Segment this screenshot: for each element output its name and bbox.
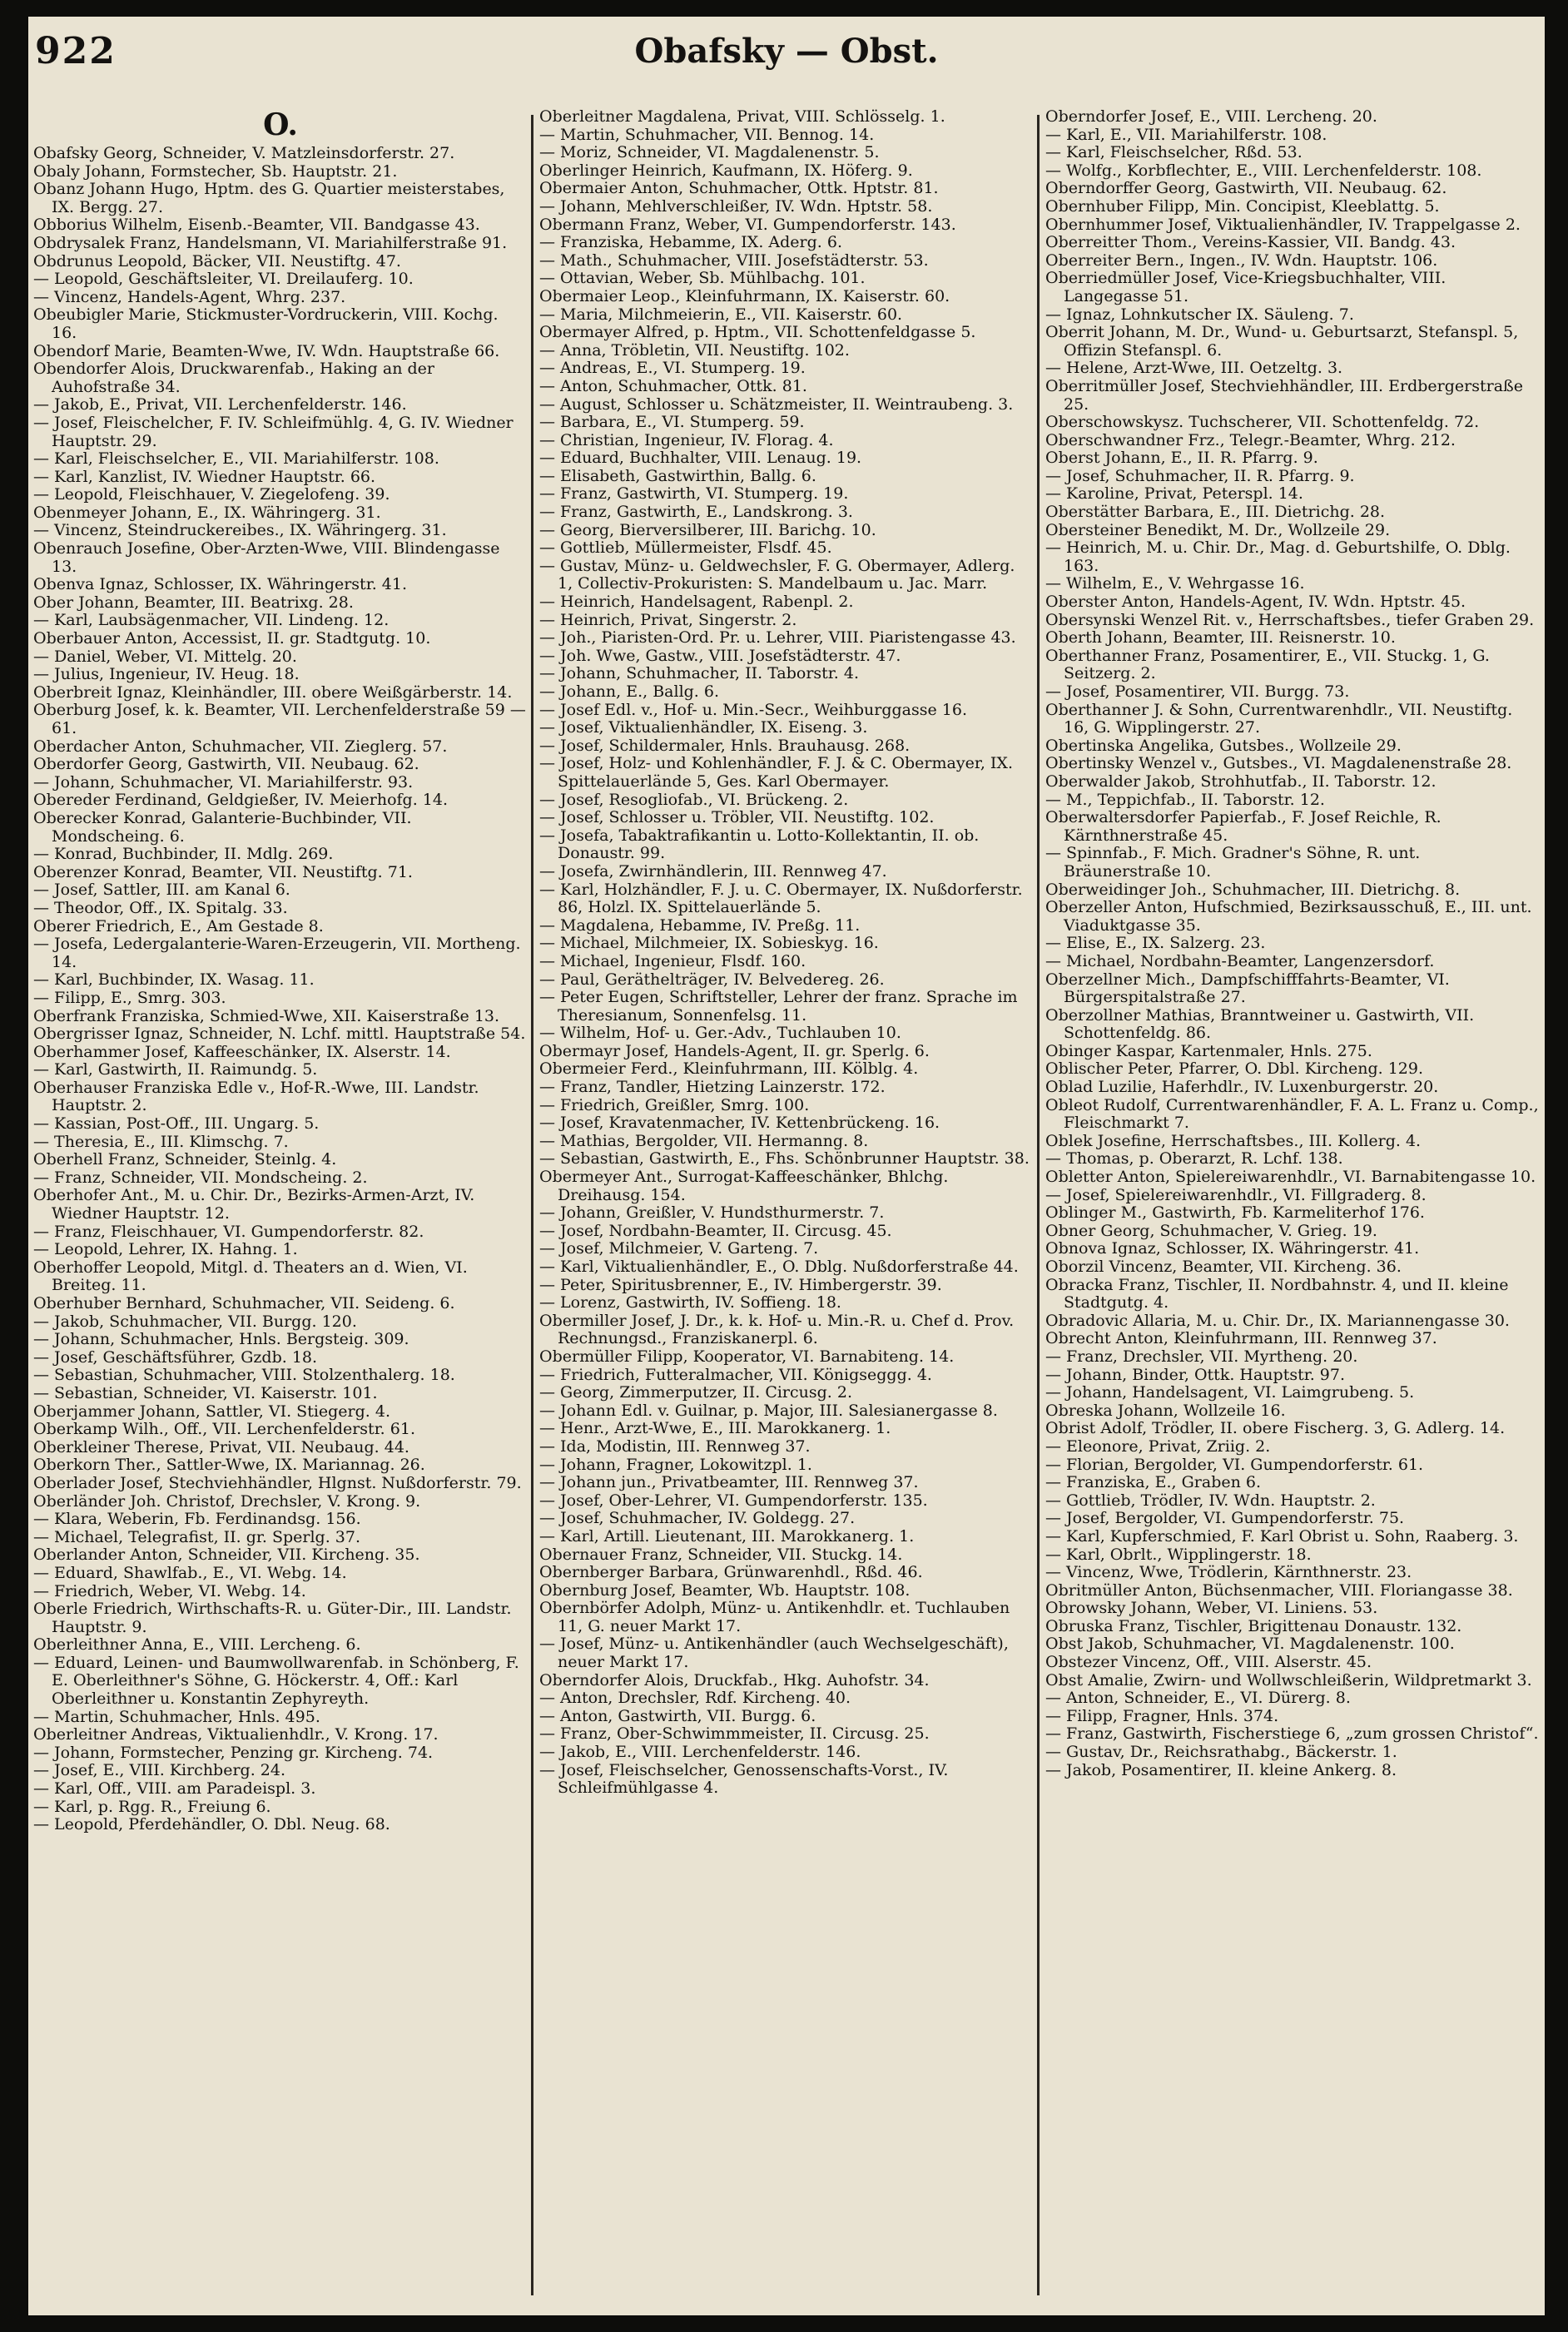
directory-entry: — Josef, Spielereiwarenhdlr., VI. Fillgraderg. 8. — [1045, 1185, 1427, 1204]
directory-entry: — Josef, E., VIII. Kirchberg. 24. — [33, 1761, 286, 1780]
directory-entry: — Daniel, Weber, VI. Mittelg. 20. — [33, 647, 297, 666]
directory-entry: — Josef, Schuhmacher, II. R. Pfarrg. 9. — [1045, 466, 1355, 485]
directory-entry: — M., Teppichfab., II. Taborstr. 12. — [1045, 790, 1325, 809]
directory-entry: Obrowsky Johann, Weber, VI. Liniens. 53. — [1045, 1599, 1378, 1618]
directory-entry: — Helene, Arzt-Wwe, III. Oetzeltg. 3. — [1045, 359, 1343, 378]
directory-entry: — Josef, Ober-Lehrer, VI. Gumpendorferstr. 135. — [539, 1491, 928, 1510]
directory-entry: Oberritmüller Josef, Stechviehhändler, III. Erdbergerstraße 25. — [1045, 376, 1523, 414]
directory-entry: Obafsky Georg, Schneider, V. Matzleinsdorferstr. 27. — [33, 144, 455, 162]
directory-entry: — Christian, Ingenieur, IV. Florag. 4. — [539, 430, 834, 449]
directory-entry: — Josef, Milchmeier, V. Garteng. 7. — [539, 1239, 819, 1258]
directory-entry: — Josef, Schlosser u. Tröbler, VII. Neustiftg. 102. — [539, 808, 935, 827]
directory-entry: — Vincenz, Wwe, Trödlerin, Kärnthnerstr. 23. — [1045, 1563, 1412, 1582]
directory-entry: — Franz, Gastwirth, E., Landskrong. 3. — [539, 503, 853, 522]
directory-entry: — Gottlieb, Trödler, IV. Wdn. Hauptstr. 2. — [1045, 1491, 1376, 1510]
directory-entry: — Franz, Drechsler, VII. Myrtheng. 20. — [1045, 1347, 1358, 1366]
directory-entry: — Josef, Resogliofab., VI. Brückeng. 2. — [539, 790, 849, 809]
directory-entry: — Thomas, p. Oberarzt, R. Lchf. 138. — [1045, 1149, 1343, 1168]
directory-entry: Oberrit Johann, M. Dr., Wund- u. Geburtsarzt, Stefanspl. 5, Offizin Stefanspl. 6. — [1045, 323, 1519, 360]
directory-entry: Oberriedmüller Josef, Vice-Kriegsbuchhalter, VIII. Langegasse 51. — [1045, 269, 1446, 305]
directory-entry: — Josef, Kravatenmacher, IV. Kettenbrückeng. 16. — [539, 1114, 940, 1133]
directory-entry: — Math., Schuhmacher, VIII. Josefstädterstr. 53. — [539, 251, 929, 270]
directory-entry: — Heinrich, Privat, Singerstr. 2. — [539, 610, 797, 629]
directory-entry: — Franz, Fleischhauer, VI. Gumpendorferstr. 82. — [33, 1222, 424, 1241]
directory-entry: — Karl, E., VII. Mariahilferstr. 108. — [1045, 125, 1327, 144]
directory-entry: Obenmeyer Johann, E., IX. Währingerg. 31. — [33, 503, 381, 522]
directory-entry: — Heinrich, Handelsagent, Rabenpl. 2. — [539, 593, 854, 612]
directory-entry: — Karl, Off., VIII. am Paradeispl. 3. — [33, 1779, 316, 1799]
directory-entry: — Klara, Weberin, Fb. Ferdinandsg. 156. — [33, 1510, 361, 1529]
directory-entry: — Friedrich, Greißler, Smrg. 100. — [539, 1095, 810, 1114]
directory-entry: Oberhammer Josef, Kaffeeschänker, IX. Alserstr. 14. — [33, 1042, 451, 1061]
directory-entry: Obersteiner Benedikt, M. Dr., Wollzeile 29. — [1045, 520, 1391, 539]
directory-entry: Oberlander Anton, Schneider, VII. Kircheng. 35. — [33, 1546, 420, 1565]
directory-entry: — Elisabeth, Gastwirthin, Ballg. 6. — [539, 466, 816, 485]
directory-entry: Obanz Johann Hugo, Hptm. des G. Quartier meisterstabes, IX. Bergg. 27. — [33, 180, 505, 216]
directory-entry: — Elise, E., IX. Salzerg. 23. — [1045, 934, 1266, 953]
directory-entry: — Josef, Schildermaler, Hnls. Brauhausg. 268. — [539, 736, 911, 755]
directory-entry: — Filipp, E., Smrg. 303. — [33, 988, 226, 1007]
directory-entry: — Josef, Bergolder, VI. Gumpendorferstr. 75. — [1045, 1509, 1405, 1528]
directory-entry: — Josef, Geschäftsführer, Gzdb. 18. — [33, 1347, 318, 1367]
directory-entry: Oberburg Josef, k. k. Beamter, VII. Lerchenfelderstraße 59 — 61. — [33, 701, 526, 737]
directory-entry: Obeubigler Marie, Stickmuster-Vordruckerin, VIII. Kochg. 16. — [33, 305, 499, 342]
directory-entry: — Josef, Münz- u. Antikenhändler (auch Wechselgeschäft), neuer Markt 17. — [539, 1635, 1009, 1672]
directory-entry: Obergrisser Ignaz, Schneider, N. Lchf. mittl. Hauptstraße 54. — [33, 1025, 526, 1044]
directory-entry: — Josef, Posamentirer, VII. Burgg. 73. — [1045, 682, 1350, 701]
directory-entry: — Josef, Schuhmacher, IV. Goldegg. 27. — [539, 1509, 856, 1528]
directory-entry: Oberleithner Anna, E., VIII. Lercheng. 6. — [33, 1635, 361, 1655]
directory-entry: Oberst Johann, E., II. R. Pfarrg. 9. — [1045, 449, 1318, 468]
directory-entry: — Jakob, E., Privat, VII. Lerchenfelderstr. 146. — [33, 395, 407, 414]
directory-entry: Obendorf Marie, Beamten-Wwe, IV. Wdn. Hauptstraße 66. — [33, 341, 500, 360]
directory-entry: — Jakob, Schuhmacher, VII. Burgg. 120. — [33, 1312, 357, 1331]
directory-entry: Oberster Anton, Handels-Agent, IV. Wdn. Hptstr. 45. — [1045, 593, 1466, 612]
directory-entry: — Eduard, Leinen- und Baumwollwarenfab. in Schönberg, F. E. Oberleithner's Söhne, G. Höckerstr. 4, Off.: Karl Oberleithner u. Konstantin Zephyreyth. — [33, 1653, 519, 1709]
directory-entry: — Moriz, Schneider, VI. Magdalenenstr. 5. — [539, 143, 880, 162]
directory-entry: — Maria, Milchmeierin, E., VII. Kaiserstr. 60. — [539, 305, 903, 324]
directory-entry: Oberwalder Jakob, Strohhutfab., II. Taborstr. 12. — [1045, 772, 1437, 791]
directory-entry: — Paul, Geräthelträger, IV. Belvedereg. 26. — [539, 970, 885, 989]
directory-entry: — Josef, Viktualienhändler, IX. Eiseng. 3. — [539, 718, 868, 737]
directory-entry: — Franz, Schneider, VII. Mondscheing. 2. — [33, 1168, 368, 1187]
directory-entry: — Mathias, Bergolder, VII. Hermanng. 8. — [539, 1131, 869, 1150]
directory-entry: — Filipp, Fragner, Hnls. 374. — [1045, 1706, 1279, 1725]
directory-entry: Oberländer Joh. Christof, Drechsler, V. Krong. 9. — [33, 1491, 421, 1511]
directory-entry: — Theodor, Off., IX. Spitalg. 33. — [33, 898, 288, 917]
directory-entry: Obaly Johann, Formstecher, Sb. Hauptstr. 21. — [33, 161, 398, 181]
directory-entry: — Karl, Buchbinder, IX. Wasag. 11. — [33, 970, 315, 990]
directory-entry: Oberleitner Andreas, Viktualienhdlr., V. Krong. 17. — [33, 1725, 439, 1744]
directory-entry: Obradovic Allaria, M. u. Chir. Dr., IX. Mariannengasse 30. — [1045, 1311, 1510, 1330]
directory-entry: — Theresia, E., III. Klimschg. 7. — [33, 1132, 289, 1151]
directory-entry: — Karl, Viktualienhändler, E., O. Dblg. Nußdorferstraße 44. — [539, 1258, 1019, 1276]
directory-entry: — Martin, Schuhmacher, VII. Bennog. 14. — [539, 125, 875, 144]
directory-entry: — Eleonore, Privat, Zriig. 2. — [1045, 1436, 1271, 1456]
directory-entry: Oberhauser Franziska Edle v., Hof-R.-Wwe, III. Landstr. Hauptstr. 2. — [33, 1078, 479, 1115]
directory-column-3 — [1045, 108, 1540, 2305]
directory-entry: — Josefa, Ledergalanterie-Waren-Erzeugerin, VII. Mortheng. 14. — [33, 935, 521, 971]
directory-entry: Obermayr Josef, Handels-Agent, II. gr. Sperlg. 6. — [539, 1041, 930, 1060]
directory-entry: Obrist Adolf, Trödler, II. obere Fischerg. 3, G. Adlerg. 14. — [1045, 1419, 1506, 1438]
directory-entry: Obnova Ignaz, Schlosser, IX. Währingerstr. 41. — [1045, 1239, 1420, 1258]
directory-entry: Obreska Johann, Wollzeile 16. — [1045, 1401, 1286, 1420]
directory-entry: — Henr., Arzt-Wwe, E., III. Marokkanerg. 1. — [539, 1419, 891, 1438]
directory-entry: Obermüller Filipp, Kooperator, VI. Barnabiteng. 14. — [539, 1347, 955, 1366]
directory-entry: — Gustav, Münz- u. Geldwechsler, F. G. Obermayer, Adlerg. 1, Collectiv-Prokuristen: S. Mandelbaum u. Jac. Marr. — [539, 556, 1015, 593]
directory-entry: Obleot Rudolf, Currentwarenhändler, F. A. L. Franz u. Comp., Fleischmarkt 7. — [1045, 1095, 1539, 1133]
directory-entry: — Ignaz, Lohnkutscher IX. Säuleng. 7. — [1045, 305, 1354, 324]
directory-entry: — Wolfg., Korbflechter, E., VIII. Lerchenfelderstr. 108. — [1045, 161, 1482, 180]
directory-entry: Oberschwandner Frz., Telegr.-Beamter, Whrg. 212. — [1045, 430, 1456, 449]
directory-entry: Obernauer Franz, Schneider, VII. Stuckg. 14. — [539, 1545, 903, 1564]
directory-entry: Obersynski Wenzel Rit. v., Herrschaftsbes., tiefer Graben 29. — [1045, 610, 1535, 629]
directory-entry: Obracka Franz, Tischler, II. Nordbahnstr. 4, und II. kleine Stadtgutg. 4. — [1045, 1275, 1509, 1312]
directory-entry: — Gottlieb, Müllermeister, Flsdf. 45. — [539, 538, 832, 558]
directory-entry: — Johann jun., Privatbeamter, III. Rennweg 37. — [539, 1473, 919, 1492]
directory-entry: — Martin, Schuhmacher, Hnls. 495. — [33, 1707, 320, 1726]
page-number: 922 — [35, 30, 117, 72]
directory-entry: Oberecker Konrad, Galanterie-Buchbinder, VII. Mondscheing. 6. — [33, 808, 412, 846]
directory-entry: — Barbara, E., VI. Stumperg. 59. — [539, 413, 805, 432]
directory-entry: — Karl, Kupferschmied, F. Karl Obrist u. Sohn, Raaberg. 3. — [1045, 1526, 1519, 1546]
directory-entry: — Anton, Schuhmacher, Ottk. 81. — [539, 376, 807, 395]
directory-entry: Obermiller Josef, J. Dr., k. k. Hof- u. Min.-R. u. Chef d. Prov. Rechnungsd., Franziskanerpl. 6. — [539, 1311, 1015, 1348]
directory-entry: Oberbauer Anton, Accessist, II. gr. Stadtgutg. 10. — [33, 629, 431, 648]
directory-entry: Oblinger M., Gastwirth, Fb. Karmeliterhof 176. — [1045, 1203, 1425, 1223]
directory-entry: — Josefa, Zwirnhändlerin, III. Rennweg 47. — [539, 861, 887, 881]
directory-entry: Oberndorffer Georg, Gastwirth, VII. Neubaug. 62. — [1045, 179, 1447, 198]
directory-entry: — Karl, Obrlt., Wipplingerstr. 18. — [1045, 1545, 1312, 1564]
section-letter: O. — [263, 108, 298, 142]
directory-entry: — Anton, Schneider, E., VI. Dürerg. 8. — [1045, 1689, 1351, 1708]
directory-entry: — Michael, Milchmeier, IX. Sobieskyg. 16. — [539, 934, 879, 953]
directory-entry: — Peter, Spiritusbrenner, E., IV. Himbergerstr. 39. — [539, 1275, 942, 1294]
directory-entry: — Josef, Fleischelcher, F. IV. Schleifmühlg. 4, G. IV. Wiedner Hauptstr. 29. — [33, 413, 514, 450]
directory-entry: — Friedrich, Futteralmacher, VII. Königseggg. 4. — [539, 1365, 932, 1384]
directory-entry: — Franz, Gastwirth, VI. Stumperg. 19. — [539, 484, 849, 504]
page-title: Obafsky — Obst. — [634, 32, 939, 71]
directory-entry: — Wilhelm, Hof- u. Ger.-Adv., Tuchlauben 10. — [539, 1024, 901, 1043]
directory-entry: — Leopold, Pferdehändler, O. Dbl. Neug. 68. — [33, 1815, 390, 1834]
directory-entry: Oberle Friedrich, Wirthschafts-R. u. Güter-Dir., III. Landstr. Hauptstr. 9. — [33, 1600, 512, 1636]
directory-entry: — Leopold, Lehrer, IX. Hahng. 1. — [33, 1240, 298, 1259]
directory-entry: Obertinsky Wenzel v., Gutsbes., VI. Magdalenenstraße 28. — [1045, 754, 1512, 773]
directory-entry: Obermeyer Ant., Surrogat-Kaffeeschänker, Bhlchg. Dreihausg. 154. — [539, 1168, 949, 1204]
directory-entry: Oberdorfer Georg, Gastwirth, VII. Neubaug. 62. — [33, 755, 419, 774]
directory-entry: — Anton, Gastwirth, VII. Burgg. 6. — [539, 1706, 816, 1725]
directory-entry: — Gustav, Dr., Reichsrathabg., Bäckerstr. 1. — [1045, 1743, 1397, 1762]
directory-entry: Oberer Friedrich, E., Am Gestade 8. — [33, 916, 324, 935]
column-divider — [1037, 115, 1040, 2295]
directory-entry: — Konrad, Buchbinder, II. Mdlg. 269. — [33, 845, 334, 864]
directory-entry: — Wilhelm, E., V. Wehrgasse 16. — [1045, 574, 1305, 593]
directory-entry: — Josefa, Tabaktrafikantin u. Lotto-Kollektantin, II. ob. Donaustr. 99. — [539, 826, 980, 863]
directory-entry: — Georg, Bierversilberer, III. Barichg. 10. — [539, 520, 876, 539]
directory-entry: — Johann, Greißler, V. Hundsthurmerstr. 7. — [539, 1203, 885, 1223]
directory-entry: Obereder Ferdinand, Geldgießer, IV. Meierhofg. 14. — [33, 791, 448, 810]
directory-entry: — Sebastian, Schneider, VI. Kaiserstr. 101. — [33, 1383, 378, 1402]
directory-entry: — Josef, Holz- und Kohlenhändler, F. J. & C. Obermayer, IX. Spittelauerlände 5, Ges. Karl Obermayer. — [539, 754, 1013, 791]
directory-entry: — Karl, Fleischselcher, E., VII. Mariahilferstr. 108. — [33, 449, 439, 469]
directory-entry: — Karl, Laubsägenmacher, VII. Lindeng. 12. — [33, 611, 390, 630]
directory-entry: Obermeier Ferd., Kleinfuhrmann, III. Kölblg. 4. — [539, 1059, 919, 1079]
directory-column-1 — [33, 108, 528, 2305]
directory-entry: Oberthanner J. & Sohn, Currentwarenhdlr., VII. Neustiftg. 16, G. Wipplingerstr. 27. — [1045, 700, 1513, 737]
directory-entry: Oberstätter Barbara, E., III. Dietrichg. 28. — [1045, 503, 1386, 522]
directory-entry: Oberth Johann, Beamter, III. Reisnerstr. 10. — [1045, 628, 1396, 648]
directory-entry: — Peter Eugen, Schriftsteller, Lehrer der franz. Sprache im Theresianum, Sonnenfelsg. 11. — [539, 988, 1018, 1025]
directory-entry: Obermaier Leop., Kleinfuhrmann, IX. Kaiserstr. 60. — [539, 286, 950, 305]
directory-entry: Oberjammer Johann, Sattler, VI. Stiegerg. 4. — [33, 1402, 391, 1421]
directory-entry: — Ottavian, Weber, Sb. Mühlbachg. 101. — [539, 269, 866, 288]
directory-entry: Oblad Luzilie, Haferhdlr., IV. Luxenburgerstr. 20. — [1045, 1078, 1439, 1097]
directory-entry: Obletter Anton, Spielereiwarenhdlr., VI. Barnabitengasse 10. — [1045, 1168, 1536, 1187]
directory-entry: Oberhofer Ant., M. u. Chir. Dr., Bezirks-Armen-Arzt, IV. Wiedner Hauptstr. 12. — [33, 1186, 475, 1223]
directory-entry: Oberbreit Ignaz, Kleinhändler, III. obere Weißgärberstr. 14. — [33, 682, 513, 702]
directory-entry: Obernhuber Filipp, Min. Concipist, Kleeblattg. 5. — [1045, 196, 1440, 216]
directory-entry: Obernberger Barbara, Grünwarenhdl., Rßd. 46. — [539, 1563, 923, 1582]
directory-entry: Oblischer Peter, Pfarrer, O. Dbl. Kircheng. 129. — [1045, 1059, 1423, 1079]
directory-entry: Oberreiter Bern., Ingen., IV. Wdn. Hauptstr. 106. — [1045, 251, 1438, 270]
directory-entry: — Johann, Schuhmacher, VI. Mariahilferstr. 93. — [33, 772, 414, 791]
directory-entry: — Spinnfab., F. Mich. Gradner's Söhne, R. unt. Bräunerstraße 10. — [1045, 844, 1421, 881]
directory-entry: — Karl, Artill. Lieutenant, III. Marokkanerg. 1. — [539, 1526, 915, 1546]
directory-entry: Obenrauch Josefine, Ober-Arzten-Wwe, VIII. Blindengasse 13. — [33, 539, 500, 576]
directory-entry: — Michael, Ingenieur, Flsdf. 160. — [539, 951, 806, 970]
directory-entry: — Joh., Piaristen-Ord. Pr. u. Lehrer, VIII. Piaristengasse 43. — [539, 628, 1016, 648]
directory-entry: — Josef, Nordbahn-Beamter, II. Circusg. 45. — [539, 1221, 892, 1240]
directory-entry: Oberkorn Ther., Sattler-Wwe, IX. Mariannag. 26. — [33, 1456, 425, 1475]
directory-entry: Obrecht Anton, Kleinfuhrmann, III. Rennweg 37. — [1045, 1329, 1437, 1348]
directory-entry: Oberreitter Thom., Vereins-Kassier, VII. Bandg. 43. — [1045, 233, 1456, 252]
directory-entry: Oberschowskysz. Tuchscherer, VII. Schottenfeldg. 72. — [1045, 413, 1480, 432]
directory-entry: Oberhell Franz, Schneider, Steinlg. 4. — [33, 1150, 337, 1169]
directory-entry: — Sebastian, Gastwirth, E., Fhs. Schönbrunner Hauptstr. 38. — [539, 1149, 1030, 1168]
directory-entry: Oberndorfer Josef, E., VIII. Lercheng. 20. — [1045, 108, 1377, 126]
directory-entry: Oberleitner Magdalena, Privat, VIII. Schlösselg. 1. — [539, 108, 945, 126]
directory-entry: Obst Amalie, Zwirn- und Wollwschleißerin, Wildpretmarkt 3. — [1045, 1670, 1532, 1689]
directory-entry: — Franziska, E., Graben 6. — [1045, 1473, 1262, 1492]
directory-entry: Oberndorfer Alois, Druckfab., Hkg. Auhofstr. 34. — [539, 1670, 930, 1689]
directory-entry: — Johann, Mehlverschleißer, IV. Wdn. Hptstr. 58. — [539, 196, 933, 216]
directory-entry: Obruska Franz, Tischler, Brigittenau Donaustr. 132. — [1045, 1616, 1462, 1635]
directory-entry: — Franz, Tandler, Hietzing Lainzerstr. 172. — [539, 1078, 886, 1097]
directory-entry: Oberdacher Anton, Schuhmacher, VII. Zieglerg. 57. — [33, 737, 448, 756]
directory-entry: Obernburg Josef, Beamter, Wb. Hauptstr. 108. — [539, 1580, 911, 1600]
directory-entry: Obernhummer Josef, Viktualienhändler, IV. Trappelgasse 2. — [1045, 215, 1521, 234]
directory-entry: — Johann, Schuhmacher, Hnls. Bergsteig. 309. — [33, 1330, 409, 1349]
directory-entry: — Vincenz, Steindruckereibes., IX. Währingerg. 31. — [33, 521, 447, 540]
directory-entry: — Kassian, Post-Off., III. Ungarg. 5. — [33, 1114, 320, 1134]
directory-entry: — Eduard, Buchhalter, VIII. Lenaug. 19. — [539, 449, 862, 468]
directory-entry: — Jakob, Posamentirer, II. kleine Ankerg. 8. — [1045, 1760, 1397, 1779]
directory-page — [28, 17, 1545, 2315]
directory-entry: Oberweidinger Joh., Schuhmacher, III. Dietrichg. 8. — [1045, 880, 1461, 899]
directory-column-2 — [539, 108, 1034, 2305]
directory-entry: — Johann, Binder, Ottk. Hauptstr. 97. — [1045, 1365, 1346, 1384]
directory-entry: Obdrunus Leopold, Bäcker, VII. Neustiftg. 47. — [33, 251, 401, 270]
directory-entry: Oberhoffer Leopold, Mitgl. d. Theaters an d. Wien, VI. Breiteg. 11. — [33, 1258, 468, 1295]
directory-entry: — Josef, Sattler, III. am Kanal 6. — [33, 881, 290, 900]
column-divider — [531, 115, 533, 2295]
directory-entry: Obertinska Angelika, Gutsbes., Wollzeile 29. — [1045, 736, 1402, 755]
directory-entry: Oberfrank Franziska, Schmied-Wwe, XII. Kaiserstraße 13. — [33, 1006, 500, 1025]
directory-entry: Oberlader Josef, Stechviehhändler, Hlgnst. Nußdorferstr. 79. — [33, 1473, 522, 1492]
directory-entry: — Karl, Holzhändler, F. J. u. C. Obermayer, IX. Nußdorferstr. 86, Holzl. IX. Spittelauerlände 5. — [539, 880, 1023, 917]
directory-entry: Obstezer Vincenz, Off., VIII. Alserstr. 45. — [1045, 1653, 1372, 1672]
directory-entry: — August, Schlosser u. Schätzmeister, II. Weintraubeng. 3. — [539, 394, 1014, 414]
directory-entry: Oberzollner Mathias, Branntweiner u. Gastwirth, VII. Schottenfeldg. 86. — [1045, 1005, 1475, 1043]
directory-entry: Obritmüller Anton, Büchsenmacher, VIII. Floriangasse 38. — [1045, 1580, 1513, 1600]
directory-entry: — Eduard, Shawlfab., E., VI. Webg. 14. — [33, 1563, 347, 1582]
directory-entry: — Johann, Schuhmacher, II. Taborstr. 4. — [539, 664, 860, 683]
directory-entry: — Leopold, Geschäftsleiter, VI. Dreilauferg. 10. — [33, 270, 414, 289]
directory-entry: — Josef Edl. v., Hof- u. Min.-Secr., Weihburggasse 16. — [539, 700, 968, 719]
directory-entry: Obernbörfer Adolph, Münz- u. Antikenhdlr. et. Tuchlauben 11, G. neuer Markt 17. — [539, 1599, 1010, 1635]
directory-entry: — Karl, p. Rgg. R., Freiung 6. — [33, 1797, 271, 1816]
directory-entry: Ober Johann, Beamter, III. Beatrixg. 28. — [33, 593, 354, 612]
directory-entry: Obst Jakob, Schuhmacher, VI. Magdalenenstr. 100. — [1045, 1635, 1455, 1654]
directory-entry: Oberlinger Heinrich, Kaufmann, IX. Höferg. 9. — [539, 161, 913, 180]
directory-entry: — Lorenz, Gastwirth, IV. Soffieng. 18. — [539, 1293, 841, 1312]
directory-entry: — Karl, Fleischselcher, Rßd. 53. — [1045, 143, 1303, 162]
directory-entry: Obner Georg, Schuhmacher, V. Grieg. 19. — [1045, 1221, 1377, 1240]
directory-entry: — Heinrich, M. u. Chir. Dr., Mag. d. Geburtshilfe, O. Dblg. 163. — [1045, 538, 1511, 575]
directory-entry: — Michael, Telegrafist, II. gr. Sperlg. 37. — [33, 1527, 361, 1546]
directory-entry: — Anton, Drechsler, Rdf. Kircheng. 40. — [539, 1689, 851, 1708]
directory-entry: — Johann, Handelsagent, VI. Laimgrubeng. 5. — [1045, 1383, 1415, 1402]
directory-entry: — Johann, Formstecher, Penzing gr. Kircheng. 74. — [33, 1743, 434, 1762]
directory-entry: — Karl, Kanzlist, IV. Wiedner Hauptstr. 66. — [33, 467, 376, 486]
directory-entry: — Joh. Wwe, Gastw., VIII. Josefstädterstr. 47. — [539, 646, 901, 665]
directory-entry: Oblek Josefine, Herrschaftsbes., III. Kollerg. 4. — [1045, 1131, 1422, 1150]
directory-entry: Obenva Ignaz, Schlosser, IX. Währingerstr. 41. — [33, 575, 407, 594]
directory-entry: — Friedrich, Weber, VI. Webg. 14. — [33, 1581, 306, 1600]
directory-entry: Obendorfer Alois, Druckwarenfab., Haking an der Auhofstraße 34. — [33, 360, 434, 396]
directory-entry: — Jakob, E., VIII. Lerchenfelderstr. 146. — [539, 1743, 861, 1762]
directory-entry: — Magdalena, Hebamme, IV. Preßg. 11. — [539, 915, 861, 935]
directory-entry: Oberhuber Bernhard, Schuhmacher, VII. Seideng. 6. — [33, 1294, 455, 1312]
directory-entry: — Franziska, Hebamme, IX. Aderg. 6. — [539, 233, 842, 252]
directory-entry: Obdrysalek Franz, Handelsmann, VI. Mariahilferstraße 91. — [33, 233, 508, 252]
directory-entry: Oberzeller Anton, Hufschmied, Bezirksausschuß, E., III. unt. Viaduktgasse 35. — [1045, 898, 1532, 935]
directory-entry: Oberthanner Franz, Posamentirer, E., VII. Stuckg. 1, G. Seitzerg. 2. — [1045, 646, 1490, 683]
directory-entry: Oberenzer Konrad, Beamter, VII. Neustiftg. 71. — [33, 862, 413, 881]
directory-entry: — Florian, Bergolder, VI. Gumpendorferstr. 61. — [1045, 1455, 1424, 1474]
directory-entry: — Julius, Ingenieur, IV. Heug. 18. — [33, 665, 300, 684]
directory-entry: — Johann Edl. v. Guilnar, p. Major, III. Salesianergasse 8. — [539, 1401, 998, 1420]
directory-entry: Oborzil Vincenz, Beamter, VII. Kircheng. 36. — [1045, 1258, 1402, 1276]
directory-entry: — Karl, Gastwirth, II. Raimundg. 5. — [33, 1060, 318, 1079]
directory-entry: — Michael, Nordbahn-Beamter, Langenzersdorf. — [1045, 951, 1435, 970]
directory-entry: Obborius Wilhelm, Eisenb.-Beamter, VII. Bandgasse 43. — [33, 216, 480, 235]
directory-entry: Obermaier Anton, Schuhmacher, Ottk. Hptstr. 81. — [539, 179, 939, 198]
directory-entry: — Ida, Modistin, III. Rennweg 37. — [539, 1436, 811, 1456]
directory-entry: — Sebastian, Schuhmacher, VIII. Stolzenthalerg. 18. — [33, 1366, 455, 1385]
directory-entry: Obermann Franz, Weber, VI. Gumpendorferstr. 143. — [539, 215, 956, 234]
directory-entry: — Karoline, Privat, Peterspl. 14. — [1045, 484, 1303, 504]
directory-entry: — Leopold, Fleischhauer, V. Ziegelofeng. 39. — [33, 485, 390, 504]
directory-entry: Oberkleiner Therese, Privat, VII. Neubaug. 44. — [33, 1437, 409, 1456]
directory-entry: — Josef, Fleischselcher, Genossenschafts-Vorst., IV. Schleifmühlgasse 4. — [539, 1760, 949, 1798]
directory-entry: — Georg, Zimmerputzer, II. Circusg. 2. — [539, 1383, 853, 1402]
directory-entry: — Anna, Tröbletin, VII. Neustiftg. 102. — [539, 340, 850, 360]
directory-entry: — Vincenz, Handels-Agent, Whrg. 237. — [33, 287, 346, 306]
directory-entry: Oberzellner Mich., Dampfschifffahrts-Beamter, VI. Bürgerspitalstraße 27. — [1045, 970, 1450, 1007]
directory-entry: Oberwaltersdorfer Papierfab., F. Josef Reichle, R. Kärnthnerstraße 45. — [1045, 808, 1441, 845]
directory-entry: Obermayer Alfred, p. Hptm., VII. Schottenfeldgasse 5. — [539, 323, 976, 342]
directory-entry: Obinger Kaspar, Kartenmaler, Hnls. 275. — [1045, 1041, 1372, 1060]
directory-entry: — Johann, E., Ballg. 6. — [539, 682, 720, 701]
directory-entry: — Franz, Gastwirth, Fischerstiege 6, „zum grossen Christof“. — [1045, 1724, 1539, 1744]
directory-entry: — Johann, Fragner, Lokowitzpl. 1. — [539, 1455, 812, 1474]
directory-entry: — Andreas, E., VI. Stumperg. 19. — [539, 359, 806, 378]
directory-entry: Oberkamp Wilh., Off., VII. Lerchenfelderstr. 61. — [33, 1420, 415, 1439]
directory-entry: — Franz, Ober-Schwimmmeister, II. Circusg. 25. — [539, 1724, 930, 1744]
